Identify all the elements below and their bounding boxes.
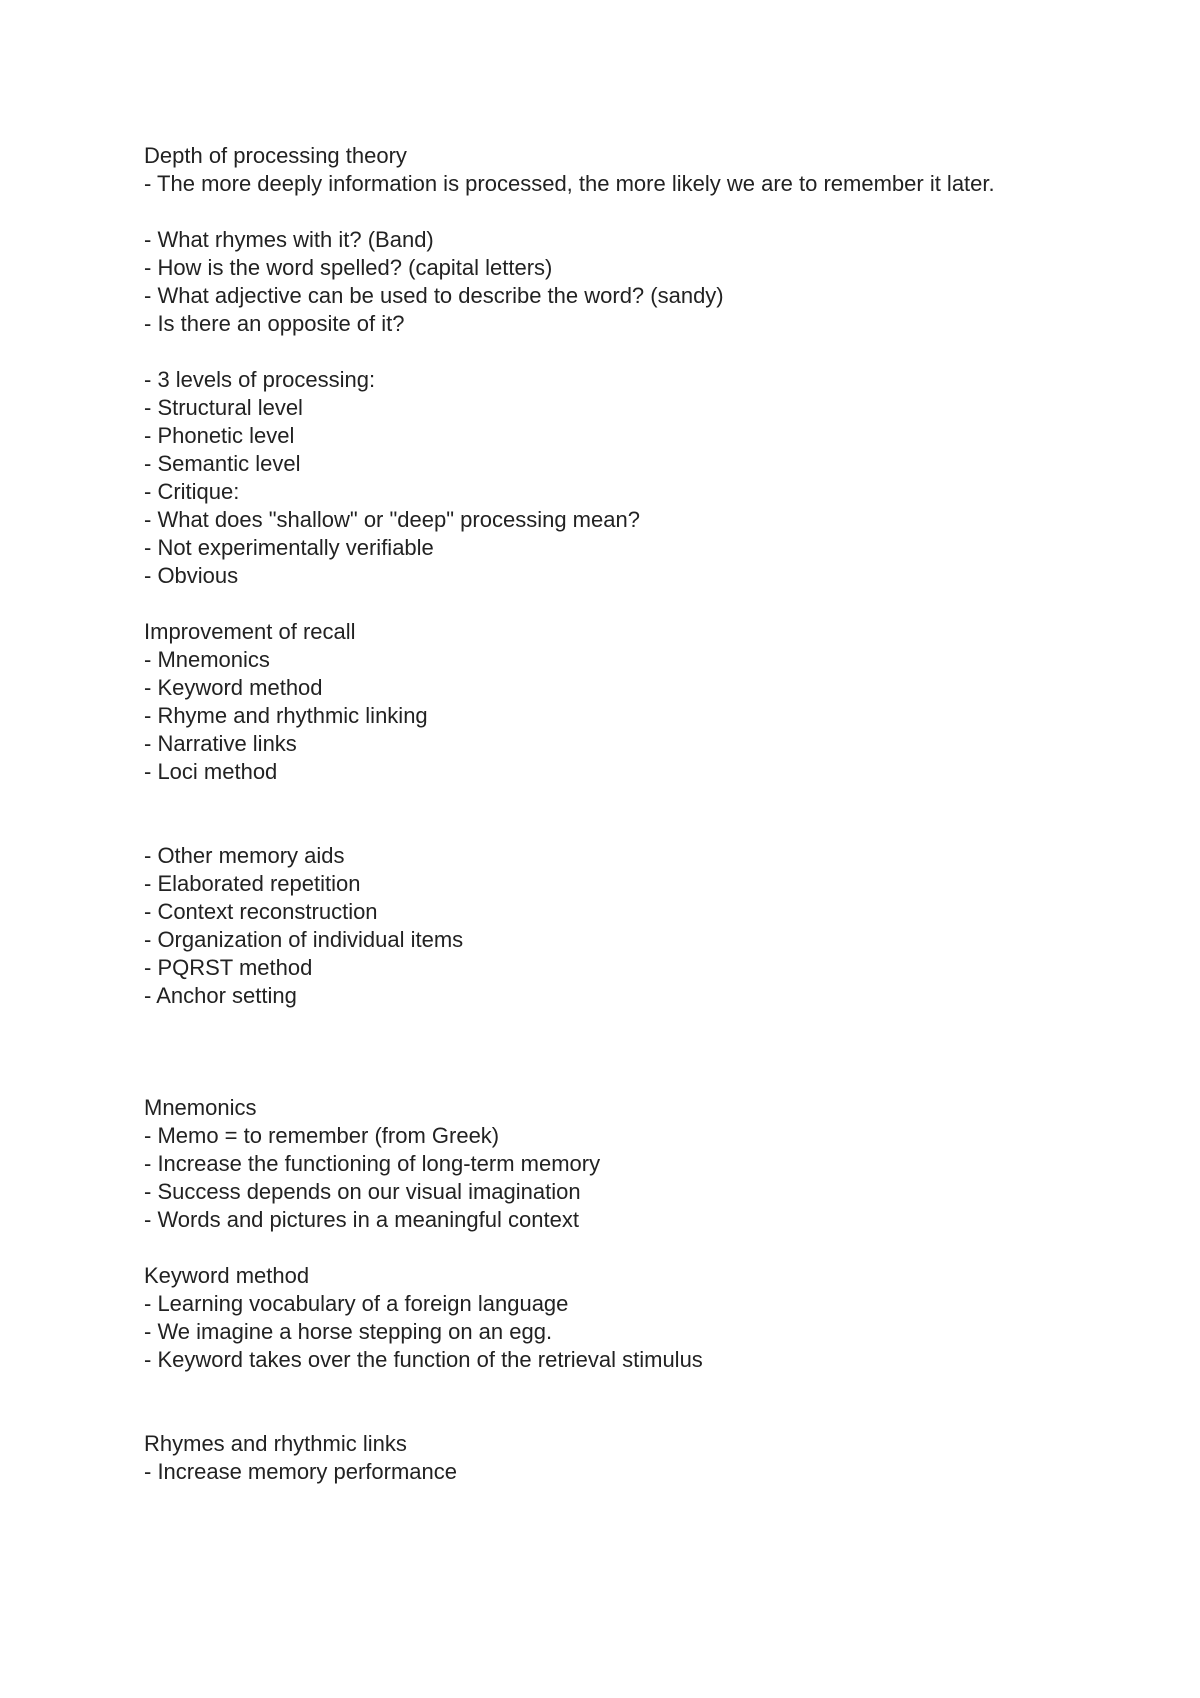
section-heading: Keyword method [144,1263,310,1288]
list-item: - Structural level [144,395,303,420]
list-item: - What adjective can be used to describe the word? (sandy) [144,283,724,308]
list-item: - Success depends on our visual imagination [144,1179,581,1204]
list-item: - Semantic level [144,451,301,476]
paragraph-spacer [144,1374,1044,1430]
section-heading: Mnemonics [144,1095,257,1120]
list-item: - Critique: [144,479,240,504]
list-item: - Mnemonics [144,647,270,672]
list-item: - What does "shallow" or "deep" processing mean? [144,507,640,532]
list-item: - Learning vocabulary of a foreign language [144,1291,569,1316]
list-item: - What rhymes with it? (Band) [144,227,434,252]
list-item: - Rhyme and rhythmic linking [144,703,428,728]
document-body [144,142,1044,1486]
list-item: - Organization of individual items [144,927,464,952]
list-item: - We imagine a horse stepping on an egg. [144,1319,553,1344]
list-item: - Elaborated repetition [144,871,361,896]
list-item: - Obvious [144,563,239,588]
section-heading: Rhymes and rhythmic links [144,1431,407,1456]
list-item: - Loci method [144,759,278,784]
list-item: - Keyword takes over the function of the retrieval stimulus [144,1347,703,1372]
list-item: - Increase the functioning of long-term memory [144,1151,601,1176]
list-item: - The more deeply information is processed, the more likely we are to remember it later. [144,171,995,196]
paragraph-spacer [144,338,1044,366]
list-item: - Narrative links [144,731,297,756]
list-item: - PQRST method [144,955,313,980]
section-heading: Depth of processing theory [144,143,407,168]
list-item: - Keyword method [144,675,323,700]
paragraph-spacer [144,786,1044,842]
paragraph-spacer [144,1010,1044,1094]
list-item: - Words and pictures in a meaningful context [144,1207,579,1232]
list-item: - Other memory aids [144,843,345,868]
paragraph-spacer [144,590,1044,618]
list-item: - Context reconstruction [144,899,378,924]
list-item: - Is there an opposite of it? [144,311,405,336]
list-item: - Anchor setting [144,983,297,1008]
list-item: - Not experimentally verifiable [144,535,434,560]
paragraph-spacer [144,1234,1044,1262]
list-item: - How is the word spelled? (capital letters) [144,255,553,280]
list-item: - 3 levels of processing: [144,367,376,392]
list-item: - Phonetic level [144,423,295,448]
list-item: - Memo = to remember (from Greek) [144,1123,500,1148]
section-heading: Improvement of recall [144,619,356,644]
paragraph-spacer [144,198,1044,226]
list-item: - Increase memory performance [144,1459,457,1484]
